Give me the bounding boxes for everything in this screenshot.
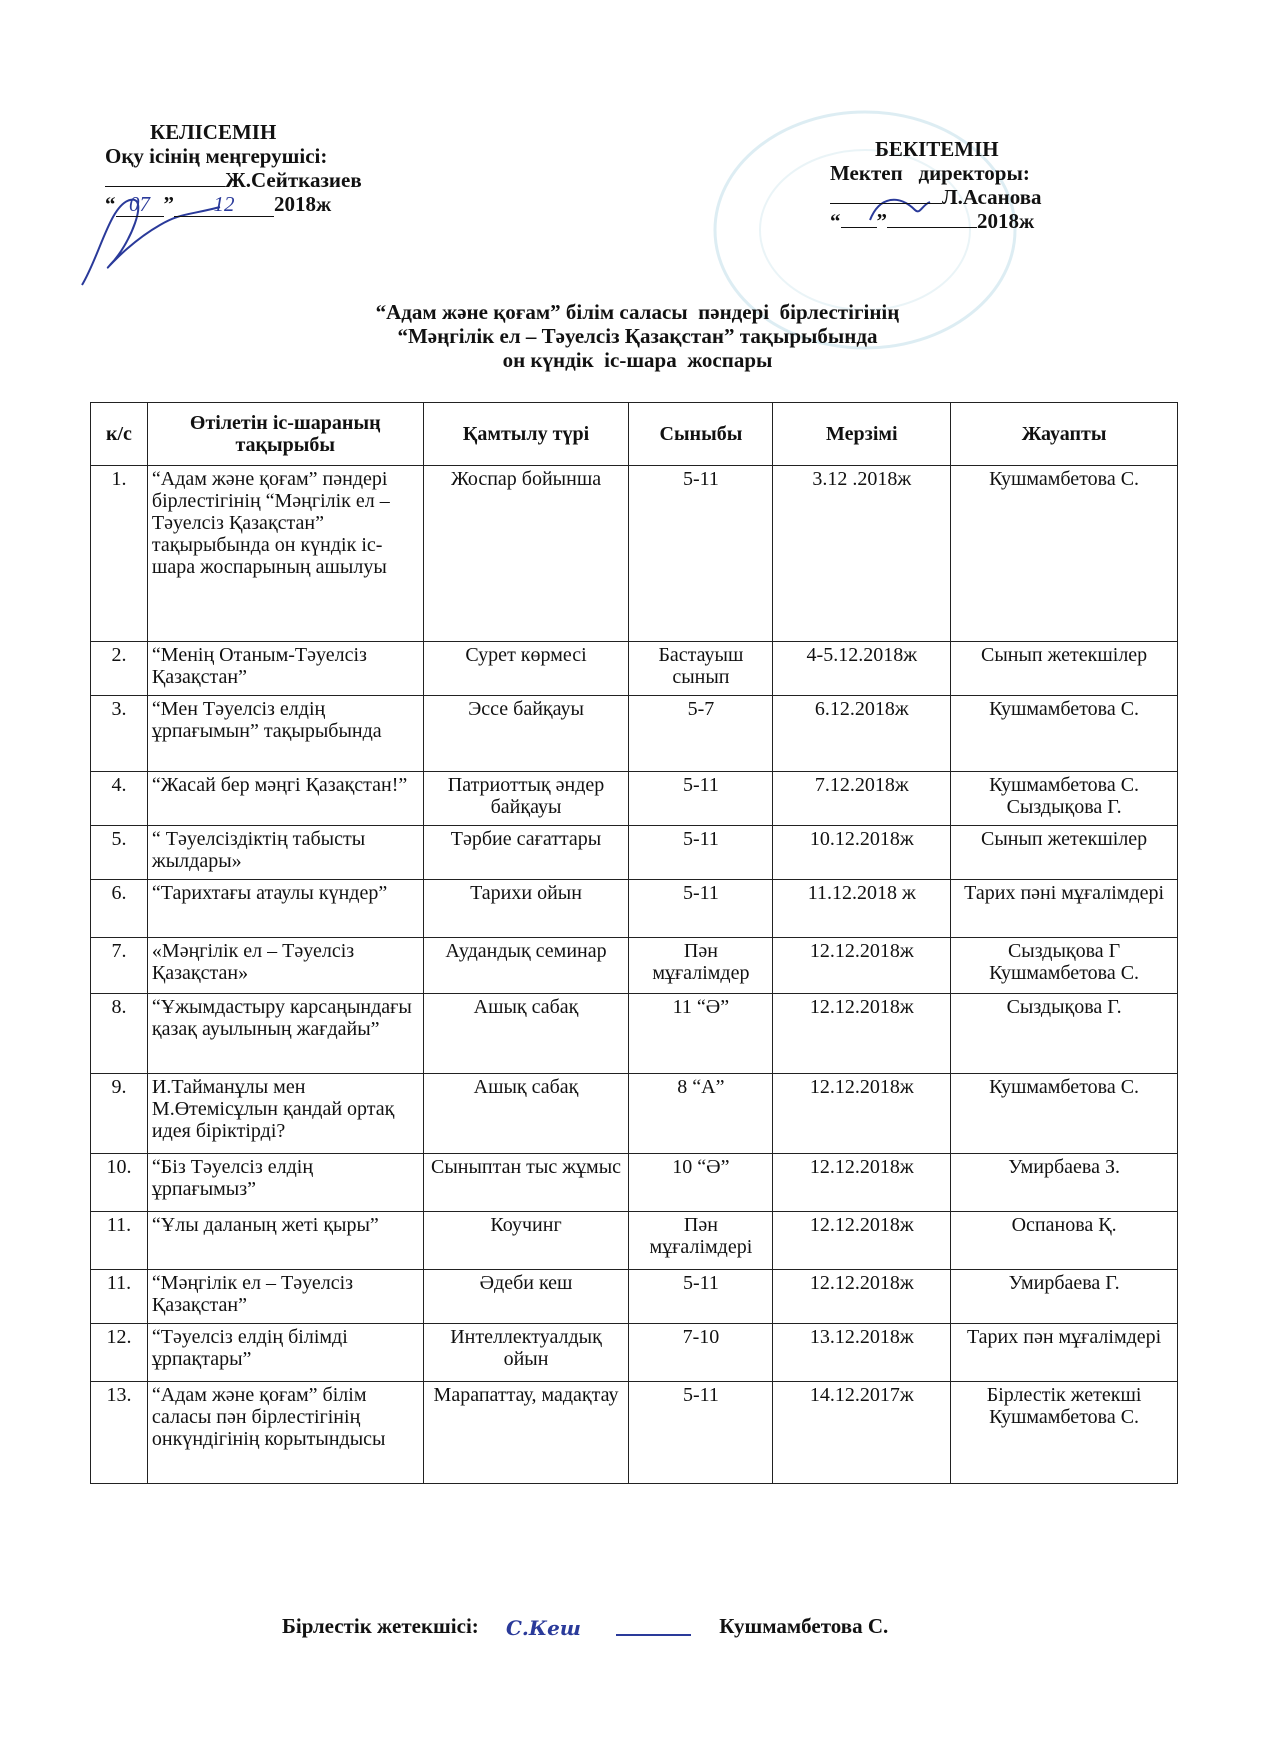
date-day: 07: [116, 192, 164, 217]
table-header-row: [91, 403, 1178, 466]
event-plan-table: [90, 402, 1178, 1484]
quote-open: “: [105, 192, 116, 216]
approval-left-name-line: [105, 168, 362, 192]
document-title: [0, 300, 1275, 372]
row-class: 5-11: [629, 880, 773, 938]
signature-line: [830, 203, 942, 204]
quote-close: ”: [876, 209, 887, 233]
approval-right-title: БЕКІТЕМІН: [875, 137, 999, 161]
row-type: Тарихи ойын: [423, 880, 629, 938]
title-line-3: он күндік іс-шара жоспары: [502, 348, 773, 372]
row-date: 11.12.2018 ж: [773, 880, 951, 938]
footer-signature: [282, 1613, 888, 1643]
row-topic: “ Тәуелсіздіктің табысты жылдары»: [147, 826, 423, 880]
date-day-blank: [841, 227, 877, 228]
row-responsible: Умирбаева Г.: [951, 1270, 1178, 1324]
row-class: 7-10: [629, 1324, 773, 1382]
row-type: Жоспар бойынша: [423, 466, 629, 642]
row-date: 12.12.2018ж: [773, 1270, 951, 1324]
quote-open: “: [830, 209, 841, 233]
row-date: 12.12.2018ж: [773, 1154, 951, 1212]
approval-left-role: Оқу ісінің меңгерушісі:: [105, 144, 328, 168]
row-responsible: Тарих пән мұғалімдері: [951, 1324, 1178, 1382]
svg-text:С.Кеш: С.Кеш: [506, 1616, 581, 1640]
row-topic: “Мәңгілік ел – Тәуелсіз Қазақстан”: [147, 1270, 423, 1324]
footer-label: Бірлестік жетекшісі:: [282, 1613, 479, 1638]
col-header-date: Мерзімі: [773, 403, 951, 466]
table-row: [91, 1212, 1178, 1270]
row-date: 7.12.2018ж: [773, 772, 951, 826]
row-type: Эссе байқауы: [423, 696, 629, 772]
row-class: 5-11: [629, 1382, 773, 1484]
row-date: 3.12 .2018ж: [773, 466, 951, 642]
table-row: [91, 642, 1178, 696]
approval-right-name-line: [830, 185, 1042, 209]
signature-line: [105, 186, 225, 187]
row-responsible: Кушмамбетова С.: [951, 466, 1178, 642]
row-type: Сыныптан тыс жұмыс: [423, 1154, 629, 1212]
footer-name: Кушмамбетова С.: [719, 1613, 889, 1638]
table-row: [91, 1382, 1178, 1484]
row-responsible: Кушмамбетова С.: [951, 1074, 1178, 1154]
row-type: Ашық сабақ: [423, 994, 629, 1074]
table-row: [91, 1324, 1178, 1382]
row-date: 13.12.2018ж: [773, 1324, 951, 1382]
row-date: 6.12.2018ж: [773, 696, 951, 772]
row-type: Ашық сабақ: [423, 1074, 629, 1154]
row-topic: “Ұжымдастыру карсаңындағы қазақ ауылының жағдайы”: [147, 994, 423, 1074]
date-month-blank: [887, 227, 977, 228]
row-class: Пән мұғалімдер: [629, 938, 773, 994]
row-type: Аудандық семинар: [423, 938, 629, 994]
approval-right-role: Мектеп директоры:: [830, 161, 1030, 185]
row-num: 9.: [91, 1074, 148, 1154]
row-type: Сурет көрмесі: [423, 642, 629, 696]
row-num: 4.: [91, 772, 148, 826]
row-topic: “Жасай бер мәңгі Қазақстан!”: [147, 772, 423, 826]
row-class: 5-7: [629, 696, 773, 772]
row-responsible: Кушмамбетова С. Сыздықова Г.: [951, 772, 1178, 826]
row-responsible: Сыздықова Г Кушмамбетова С.: [951, 938, 1178, 994]
row-type: Коучинг: [423, 1212, 629, 1270]
row-topic: “Тәуелсіз елдің білімді ұрпақтары”: [147, 1324, 423, 1382]
row-topic: “Біз Тәуелсіз елдің ұрпағымыз”: [147, 1154, 423, 1212]
table-row: [91, 466, 1178, 642]
row-class: 5-11: [629, 466, 773, 642]
approval-right-name: Л.Асанова: [942, 185, 1042, 209]
row-responsible: Сыздықова Г.: [951, 994, 1178, 1074]
row-type: Әдеби кеш: [423, 1270, 629, 1324]
row-type: Интеллектуалдық ойын: [423, 1324, 629, 1382]
col-header-type: Қамтылу түрі: [423, 403, 629, 466]
row-num: 11.: [91, 1270, 148, 1324]
row-topic: “Адам және қоғам” білім саласы пән бірлестігінің онкүндігінің корытындысы: [147, 1382, 423, 1484]
row-date: 4-5.12.2018ж: [773, 642, 951, 696]
table-body: [91, 466, 1178, 1484]
row-class: 5-11: [629, 772, 773, 826]
col-header-topic: Өтілетін іс-шараның тақырыбы: [147, 403, 423, 466]
row-topic: И.Тайманұлы мен М.Өтемісұлын қандай ортақ идея біріктірді?: [147, 1074, 423, 1154]
table-row: [91, 880, 1178, 938]
row-responsible: Кушмамбетова С.: [951, 696, 1178, 772]
col-header-class: Сыныбы: [629, 403, 773, 466]
row-num: 3.: [91, 696, 148, 772]
table-row: [91, 772, 1178, 826]
approval-left-date-line: [105, 192, 362, 217]
table-row: [91, 1270, 1178, 1324]
row-class: 10 “Ә”: [629, 1154, 773, 1212]
row-num: 12.: [91, 1324, 148, 1382]
date-year: 2018ж: [274, 192, 332, 216]
table-row: [91, 938, 1178, 994]
approval-block-right: [830, 137, 1042, 233]
row-class: 11 “Ә”: [629, 994, 773, 1074]
table-row: [91, 826, 1178, 880]
date-year: 2018ж: [977, 209, 1035, 233]
row-class: Пән мұғалімдері: [629, 1212, 773, 1270]
quote-close: ”: [163, 192, 174, 216]
row-date: 10.12.2018ж: [773, 826, 951, 880]
approval-left-name: Ж.Сейтказиев: [225, 168, 362, 192]
row-responsible: Тарих пәні мұғалімдері: [951, 880, 1178, 938]
row-num: 10.: [91, 1154, 148, 1212]
row-date: 14.12.2017ж: [773, 1382, 951, 1484]
footer-signature-image: [496, 1613, 696, 1643]
row-class: 5-11: [629, 826, 773, 880]
row-date: 12.12.2018ж: [773, 1074, 951, 1154]
row-responsible: Сынып жетекшілер: [951, 642, 1178, 696]
table-row: [91, 994, 1178, 1074]
col-header-num: к/с: [91, 403, 148, 466]
row-num: 6.: [91, 880, 148, 938]
approval-right-date-line: [830, 209, 1042, 233]
row-responsible: Оспанова Қ.: [951, 1212, 1178, 1270]
row-num: 13.: [91, 1382, 148, 1484]
title-line-2: “Мәңгілік ел – Тәуелсіз Қазақстан” тақырыбында: [397, 324, 878, 348]
row-topic: “Адам және қоғам” пәндері бірлестігінің “Мәңгілік ел – Тәуелсіз Қазақстан” тақырыбында он күндік іс-шара жоспарының ашылуы: [147, 466, 423, 642]
row-date: 12.12.2018ж: [773, 938, 951, 994]
row-num: 8.: [91, 994, 148, 1074]
row-responsible: Бірлестік жетекші Кушмамбетова С.: [951, 1382, 1178, 1484]
row-num: 1.: [91, 466, 148, 642]
row-date: 12.12.2018ж: [773, 994, 951, 1074]
row-responsible: Сынып жетекшілер: [951, 826, 1178, 880]
row-topic: “Менің Отаным-Тәуелсіз Қазақстан”: [147, 642, 423, 696]
row-type: Тәрбие сағаттары: [423, 826, 629, 880]
row-topic: “Мен Тәуелсіз елдің ұрпағымын” тақырыбында: [147, 696, 423, 772]
row-type: Патриоттық әндер байқауы: [423, 772, 629, 826]
row-type: Марапаттау, мадақтау: [423, 1382, 629, 1484]
row-num: 2.: [91, 642, 148, 696]
table-row: [91, 696, 1178, 772]
row-num: 7.: [91, 938, 148, 994]
table-row: [91, 1074, 1178, 1154]
row-num: 5.: [91, 826, 148, 880]
col-header-responsible: Жауапты: [951, 403, 1178, 466]
row-class: Бастауыш сынып: [629, 642, 773, 696]
date-month: 12: [174, 192, 274, 217]
row-responsible: Умирбаева З.: [951, 1154, 1178, 1212]
approval-left-title: КЕЛІСЕМІН: [150, 120, 277, 144]
row-topic: “Тарихтағы атаулы күндер”: [147, 880, 423, 938]
title-line-1: “Адам және қоғам” білім саласы пәндері бірлестігінің: [375, 300, 900, 324]
row-date: 12.12.2018ж: [773, 1212, 951, 1270]
approval-block-left: [105, 120, 362, 217]
row-num: 11.: [91, 1212, 148, 1270]
row-topic: “Ұлы даланың жеті қыры”: [147, 1212, 423, 1270]
row-class: 8 “А”: [629, 1074, 773, 1154]
row-topic: «Мәңгілік ел – Тәуелсіз Қазақстан»: [147, 938, 423, 994]
row-class: 5-11: [629, 1270, 773, 1324]
table-row: [91, 1154, 1178, 1212]
